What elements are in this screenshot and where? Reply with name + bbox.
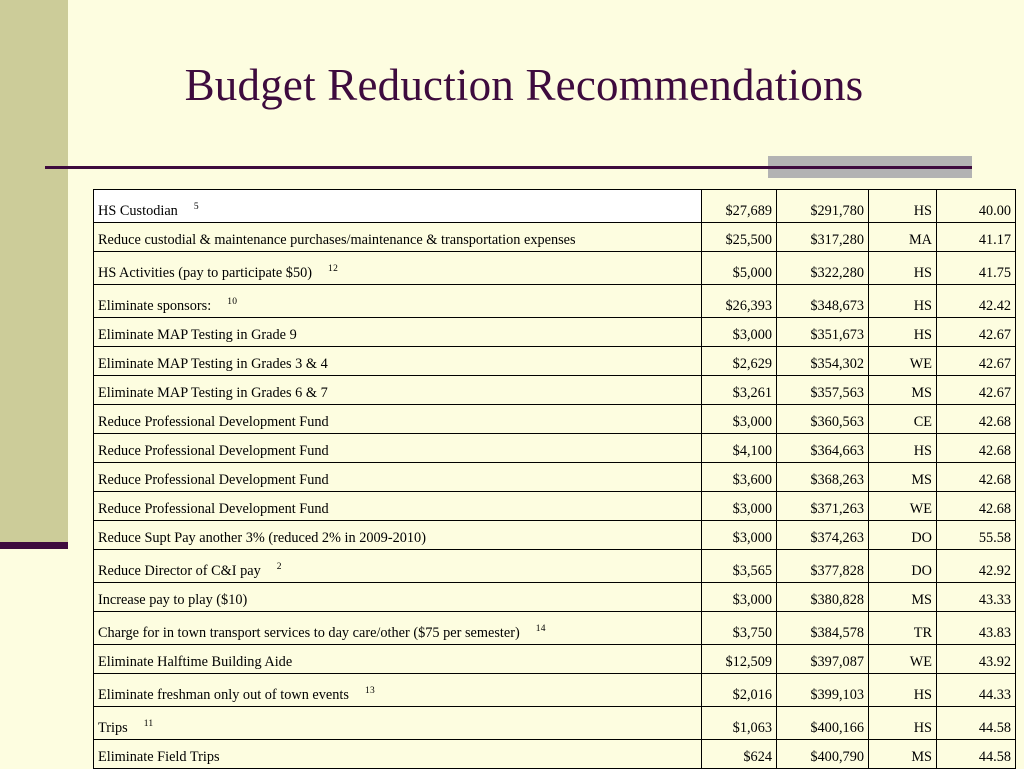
budget-reduction-table <box>93 189 1016 769</box>
table-row <box>94 612 1016 645</box>
cell-fte: 43.92 <box>937 645 1016 674</box>
cell-location-code: HS <box>869 318 937 347</box>
cell-amount: $3,000 <box>702 405 777 434</box>
cell-amount: $3,000 <box>702 583 777 612</box>
cell-amount: $3,261 <box>702 376 777 405</box>
cell-cumulative-total: $351,673 <box>777 318 869 347</box>
table-row <box>94 583 1016 612</box>
cell-fte: 41.75 <box>937 252 1016 285</box>
cell-description: Eliminate Halftime Building Aide <box>94 645 702 674</box>
cell-fte: 42.68 <box>937 492 1016 521</box>
table-row <box>94 434 1016 463</box>
cell-cumulative-total: $364,663 <box>777 434 869 463</box>
cell-location-code: HS <box>869 434 937 463</box>
cell-fte: 41.17 <box>937 223 1016 252</box>
cell-fte: 42.68 <box>937 434 1016 463</box>
cell-cumulative-total: $322,280 <box>777 252 869 285</box>
footnote-marker: 12 <box>328 264 339 275</box>
table-row <box>94 190 1016 223</box>
cell-fte: 44.58 <box>937 707 1016 740</box>
cell-amount: $2,629 <box>702 347 777 376</box>
cell-amount: $3,600 <box>702 463 777 492</box>
table-row <box>94 492 1016 521</box>
cell-fte: 44.33 <box>937 674 1016 707</box>
cell-description: Reduce Supt Pay another 3% (reduced 2% in 2009-2010) <box>94 521 702 550</box>
cell-fte: 42.67 <box>937 376 1016 405</box>
cell-fte: 40.00 <box>937 190 1016 223</box>
cell-description: HS Activities (pay to participate $50) $^{12}$ <box>94 252 702 285</box>
cell-amount: $3,565 <box>702 550 777 583</box>
table-row <box>94 740 1016 769</box>
cell-location-code: WE <box>869 347 937 376</box>
cell-cumulative-total: $291,780 <box>777 190 869 223</box>
cell-description: Reduce custodial & maintenance purchases/maintenance & transportation expenses <box>94 223 702 252</box>
cell-fte: 43.83 <box>937 612 1016 645</box>
left-band-accent-bar <box>0 542 68 549</box>
cell-location-code: HS <box>869 252 937 285</box>
cell-fte: 43.33 <box>937 583 1016 612</box>
footnote-marker: 10 <box>227 297 238 308</box>
cell-description: Eliminate MAP Testing in Grades 3 & 4 <box>94 347 702 376</box>
footnote-marker: 14 <box>535 624 546 635</box>
table-row <box>94 550 1016 583</box>
table-row <box>94 347 1016 376</box>
cell-fte: 42.42 <box>937 285 1016 318</box>
cell-amount: $3,000 <box>702 318 777 347</box>
cell-description: Eliminate Field Trips <box>94 740 702 769</box>
cell-fte: 42.67 <box>937 318 1016 347</box>
table-row <box>94 318 1016 347</box>
cell-description: Eliminate MAP Testing in Grades 6 & 7 <box>94 376 702 405</box>
table-row <box>94 252 1016 285</box>
cell-description: Eliminate freshman only out of town events $^{13}$ <box>94 674 702 707</box>
table-row <box>94 285 1016 318</box>
cell-amount: $2,016 <box>702 674 777 707</box>
budget-table-body <box>94 190 1016 769</box>
cell-cumulative-total: $399,103 <box>777 674 869 707</box>
cell-location-code: MS <box>869 376 937 405</box>
cell-location-code: DO <box>869 521 937 550</box>
cell-location-code: MS <box>869 463 937 492</box>
cell-amount: $3,750 <box>702 612 777 645</box>
cell-description: Trips $^{11}$ <box>94 707 702 740</box>
cell-amount: $25,500 <box>702 223 777 252</box>
page-title: Budget Reduction Recommendations <box>184 60 864 110</box>
cell-location-code: CE <box>869 405 937 434</box>
table-row <box>94 707 1016 740</box>
table-row <box>94 674 1016 707</box>
cell-description: Reduce Professional Development Fund <box>94 405 702 434</box>
table-row <box>94 521 1016 550</box>
cell-location-code: HS <box>869 674 937 707</box>
cell-amount: $1,063 <box>702 707 777 740</box>
cell-amount: $26,393 <box>702 285 777 318</box>
cell-location-code: HS <box>869 190 937 223</box>
cell-amount: $5,000 <box>702 252 777 285</box>
footnote-marker: 2 <box>276 562 282 573</box>
cell-location-code: WE <box>869 645 937 674</box>
cell-location-code: WE <box>869 492 937 521</box>
cell-cumulative-total: $400,166 <box>777 707 869 740</box>
cell-fte: 42.68 <box>937 463 1016 492</box>
cell-description: Eliminate MAP Testing in Grade 9 <box>94 318 702 347</box>
table-row <box>94 223 1016 252</box>
cell-cumulative-total: $397,087 <box>777 645 869 674</box>
cell-amount: $12,509 <box>702 645 777 674</box>
cell-amount: $3,000 <box>702 521 777 550</box>
cell-description: Charge for in town transport services to day care/other ($75 per semester) $^{14}$ <box>94 612 702 645</box>
cell-location-code: HS <box>869 285 937 318</box>
cell-fte: 42.67 <box>937 347 1016 376</box>
cell-fte: 42.92 <box>937 550 1016 583</box>
footnote-marker: 5 <box>193 202 199 213</box>
cell-location-code: MS <box>869 740 937 769</box>
cell-cumulative-total: $374,263 <box>777 521 869 550</box>
cell-location-code: TR <box>869 612 937 645</box>
cell-description: HS Custodian $^5$ <box>94 190 702 223</box>
cell-amount: $3,000 <box>702 492 777 521</box>
cell-cumulative-total: $357,563 <box>777 376 869 405</box>
left-decorative-band <box>0 0 68 542</box>
cell-cumulative-total: $384,578 <box>777 612 869 645</box>
cell-cumulative-total: $371,263 <box>777 492 869 521</box>
cell-amount: $27,689 <box>702 190 777 223</box>
cell-cumulative-total: $380,828 <box>777 583 869 612</box>
cell-description: Reduce Director of C&I pay $^2$ <box>94 550 702 583</box>
cell-cumulative-total: $377,828 <box>777 550 869 583</box>
cell-description: Increase pay to play ($10) <box>94 583 702 612</box>
title-divider-rule <box>45 166 972 169</box>
cell-description: Reduce Professional Development Fund <box>94 492 702 521</box>
footnote-marker: 13 <box>364 686 376 697</box>
cell-cumulative-total: $317,280 <box>777 223 869 252</box>
budget-table-container <box>93 189 1011 769</box>
cell-location-code: MS <box>869 583 937 612</box>
cell-cumulative-total: $368,263 <box>777 463 869 492</box>
cell-fte: 55.58 <box>937 521 1016 550</box>
cell-location-code: DO <box>869 550 937 583</box>
cell-location-code: MA <box>869 223 937 252</box>
cell-amount: $624 <box>702 740 777 769</box>
cell-amount: $4,100 <box>702 434 777 463</box>
table-row <box>94 645 1016 674</box>
footnote-marker: 11 <box>143 719 154 730</box>
cell-cumulative-total: $360,563 <box>777 405 869 434</box>
cell-description: Reduce Professional Development Fund <box>94 463 702 492</box>
cell-description: Reduce Professional Development Fund <box>94 434 702 463</box>
cell-description: Eliminate sponsors: $^{10}$ <box>94 285 702 318</box>
cell-cumulative-total: $354,302 <box>777 347 869 376</box>
cell-location-code: HS <box>869 707 937 740</box>
table-row <box>94 376 1016 405</box>
cell-cumulative-total: $400,790 <box>777 740 869 769</box>
cell-fte: 42.68 <box>937 405 1016 434</box>
cell-fte: 44.58 <box>937 740 1016 769</box>
cell-cumulative-total: $348,673 <box>777 285 869 318</box>
table-row <box>94 463 1016 492</box>
table-row <box>94 405 1016 434</box>
